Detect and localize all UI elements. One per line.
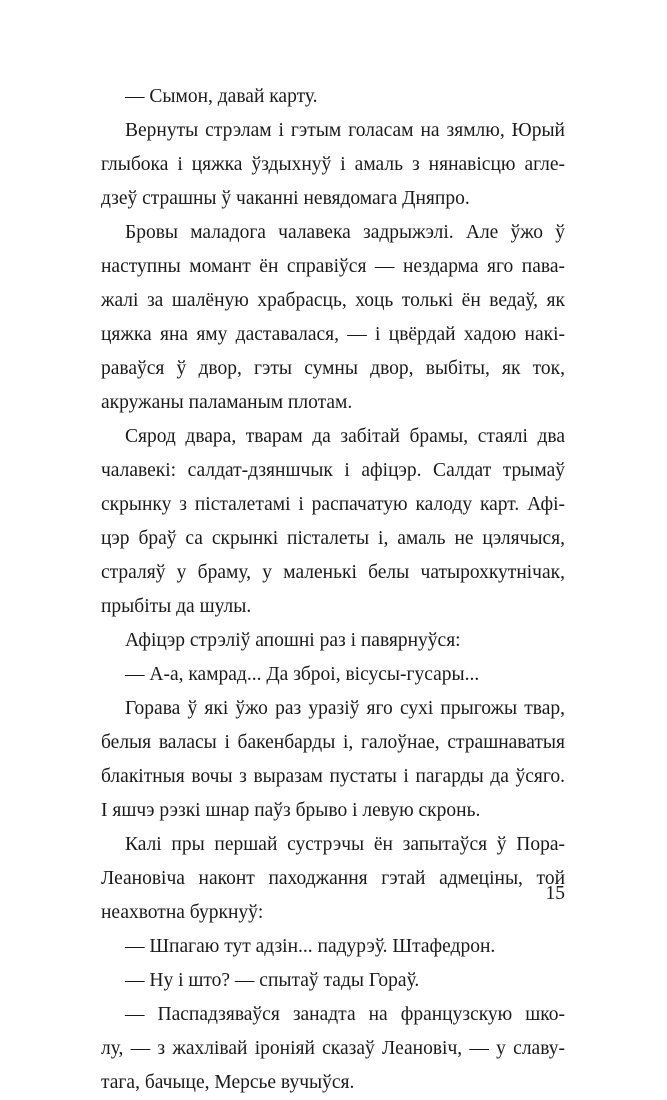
text-line: Афіцэр стрэліў апошні раз і павярнуўся: [125, 630, 461, 651]
text-line: лу, — з жахлівай іроніяй сказаў Леановіч, — у славу- [101, 1038, 565, 1059]
text-line: блакітныя вочы з выразам пустаты і пагарды да ўсяго. [101, 766, 565, 787]
text-line: — Сымон, давай карту. [125, 86, 318, 107]
text-line: белыя валасы і бакенбарды і, галоўнае, страшнаватыя [101, 732, 565, 753]
text-line: Вернуты стрэлам і гэтым голасам на зямлю, Юрый [125, 120, 565, 141]
text-line: Леановіча наконт паходжання гэтай адмеціны, той [101, 868, 565, 889]
text-line: цэр браў са скрынкі пісталеты і, амаль не цэлячыся, [101, 528, 565, 549]
text-line: страляў у браму, у маленькі белы чатырохкутнічак, [101, 562, 565, 583]
text-line: — А-а, камрад... Да зброі, вісусы-гусары... [125, 664, 480, 685]
text-line: дзеў страшны ў чаканні невядомага Дняпро. [101, 188, 470, 209]
text-line: раваўся ў двор, гэты сумны двор, выбіты, як ток, [101, 358, 565, 379]
text-line: прыбіты да шулы. [101, 596, 252, 617]
text-line: Сярод двара, тварам да забітай брамы, стаялі два [125, 426, 565, 447]
text-line: чалавекі: салдат-дзяншчык і афіцэр. Салдат трымаў [101, 460, 565, 481]
text-line: глыбока і цяжка ўздыхнуў і амаль з нянавісцю аглe- [101, 154, 565, 175]
text-line: — Паспадзяваўся занадта на французскую шко- [125, 1004, 565, 1025]
text-line: жалі за шалёную храбрасць, хоць толькі ён ведаў, як [101, 290, 565, 311]
text-line: цяжка яна яму даставалася, — і цвёрдай хадою накі- [101, 324, 565, 345]
text-line: скрынку з пісталетамі і распачатую калоду карт. Афі- [101, 494, 565, 515]
text-line: І яшчэ рэзкі шнар паўз брыво і левую скронь. [101, 800, 481, 821]
text-line: Горава ў які ўжо раз уразіў яго сухі прыгожы твар, [125, 698, 565, 719]
text-line: акружаны паламаным плотам. [101, 392, 353, 413]
text-line: — Шпагаю тут адзін... падурэў. Штафедрон. [125, 936, 496, 957]
book-page-text [101, 80, 565, 1100]
page-number: 15 [545, 883, 565, 904]
text-line: — Ну і што? — спытаў тады Гораў. [125, 970, 420, 991]
text-line: тага, бачыце, Мерсье вучыўся. [101, 1072, 355, 1093]
text-line: Калі пры першай сустрэчы ён запытаўся ў Пора- [125, 834, 565, 855]
text-line: Бровы маладога чалавека задрыжэлі. Але ўжо ў [125, 222, 565, 243]
text-line: неахвотна буркнуў: [101, 902, 264, 923]
text-line: наступны момант ён справіўся — нездарма яго пава- [101, 256, 565, 277]
